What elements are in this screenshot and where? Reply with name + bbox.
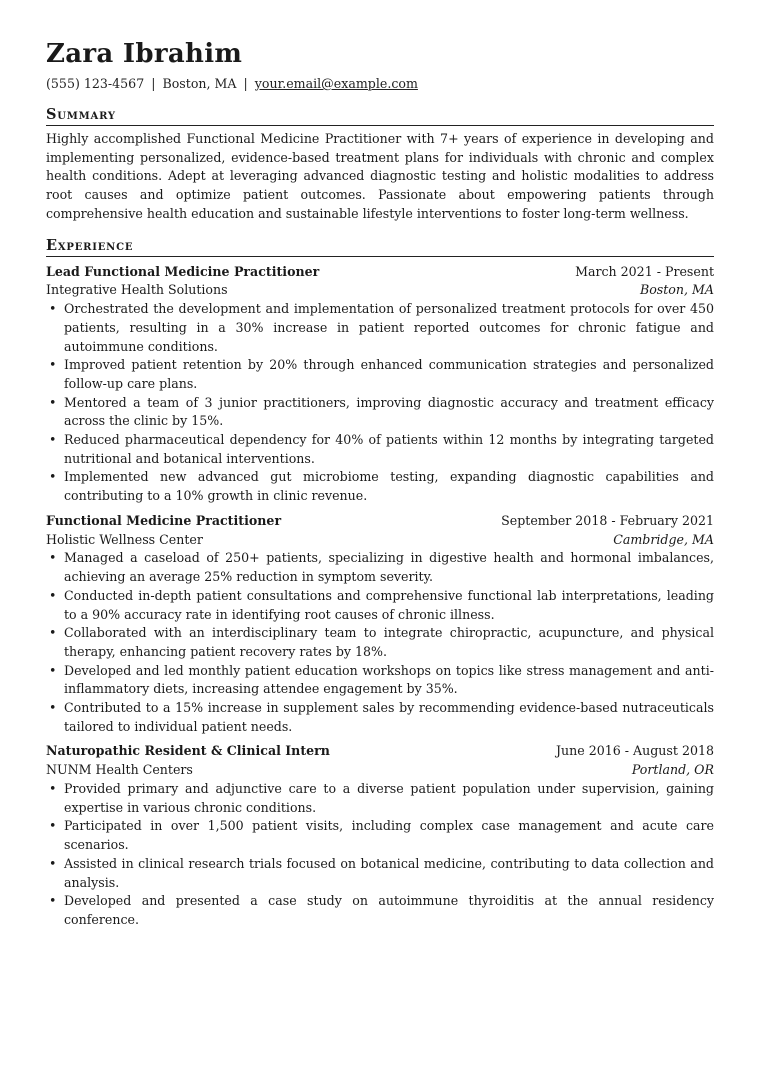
job-dates: June 2016 - August 2018 xyxy=(556,743,714,759)
bullet-item: • Assisted in clinical research trials focused on botanical medicine, contributing to data collection and analysis. xyxy=(46,855,714,892)
job-bullets xyxy=(46,300,714,506)
contact-line xyxy=(46,75,714,93)
job-entry xyxy=(46,742,714,929)
bullet-item: • Reduced pharmaceutical dependency for 40% of patients within 12 months by integrating targeted nutritional and botanical interventions. xyxy=(46,431,714,468)
bullet-item: • Contributed to a 15% increase in supplement sales by recommending evidence-based nutraceuticals tailored to individual patient needs. xyxy=(46,699,714,736)
summary-text: Highly accomplished Functional Medicine Practitioner with 7+ years of experience in developing and implementing personalized, evidence-based treatment plans for individuals with chronic and complex health conditions. Adept at leveraging advanced diagnostic testing and holistic modalities to address root causes and optimize patient outcomes. Passionate about empowering patients through comprehensive health education and sustainable lifestyle interventions to foster long-term wellness. xyxy=(46,131,714,221)
job-location: Cambridge, MA xyxy=(613,531,714,547)
job-bullets xyxy=(46,549,714,736)
company-name: NUNM Health Centers xyxy=(46,762,193,778)
contact-location: Boston, MA xyxy=(162,76,237,91)
company-name: Holistic Wellness Center xyxy=(46,531,203,547)
job-title: Lead Functional Medicine Practitioner xyxy=(46,263,320,279)
phone-number: (555) 123-4567 xyxy=(46,76,145,91)
section-title-summary: Summary xyxy=(46,105,714,126)
bullet-item: • Orchestrated the development and implementation of personalized treatment protocols for over 450 patients, resulting in a 30% increase in patient reported outcomes for chronic fatigue and autoimmune conditions. xyxy=(46,300,714,356)
bullet-item: • Conducted in-depth patient consultations and comprehensive functional lab interpretations, leading to a 90% accuracy rate in identifying root causes of chronic illness. xyxy=(46,587,714,624)
email-link[interactable]: your.email@example.com xyxy=(254,76,418,91)
job-entry xyxy=(46,263,714,506)
bullet-item: • Mentored a team of 3 junior practitioners, improving diagnostic accuracy and treatment efficacy across the clinic by 15%. xyxy=(46,394,714,431)
bullet-item: • Collaborated with an interdisciplinary team to integrate chiropractic, acupuncture, and physical therapy, enhancing patient recovery rates by 18%. xyxy=(46,624,714,661)
contact-separator: | xyxy=(243,76,248,91)
job-bullets xyxy=(46,780,714,930)
bullet-item: • Developed and presented a case study on autoimmune thyroiditis at the annual residency conference. xyxy=(46,892,714,929)
job-dates: September 2018 - February 2021 xyxy=(501,512,714,528)
bullet-item: • Managed a caseload of 250+ patients, specializing in digestive health and hormonal imbalances, achieving an average 25% reduction in symptom severity. xyxy=(46,549,714,586)
bullet-item: • Participated in over 1,500 patient visits, including complex case management and acute care scenarios. xyxy=(46,817,714,854)
bullet-item: • Developed and led monthly patient education workshops on topics like stress management and anti-inflammatory diets, increasing attendee engagement by 35%. xyxy=(46,662,714,699)
bullet-item: • Improved patient retention by 20% through enhanced communication strategies and personalized follow-up care plans. xyxy=(46,356,714,393)
bullet-item: • Implemented new advanced gut microbiome testing, expanding diagnostic capabilities and contributing to a 10% growth in clinic revenue. xyxy=(46,468,714,505)
bullet-item: • Provided primary and adjunctive care to a diverse patient population under supervision, gaining expertise in various chronic conditions. xyxy=(46,780,714,817)
job-entry xyxy=(46,512,714,737)
job-location: Portland, OR xyxy=(631,762,714,778)
company-name: Integrative Health Solutions xyxy=(46,282,228,298)
job-location: Boston, MA xyxy=(639,282,714,298)
job-title: Functional Medicine Practitioner xyxy=(46,512,282,528)
section-title-experience: Experience xyxy=(46,236,714,257)
job-dates: March 2021 - Present xyxy=(575,263,714,279)
resume-page xyxy=(46,38,714,930)
job-title: Naturopathic Resident & Clinical Intern xyxy=(46,743,330,759)
contact-separator: | xyxy=(151,76,156,91)
candidate-name: Zara Ibrahim xyxy=(46,39,243,69)
